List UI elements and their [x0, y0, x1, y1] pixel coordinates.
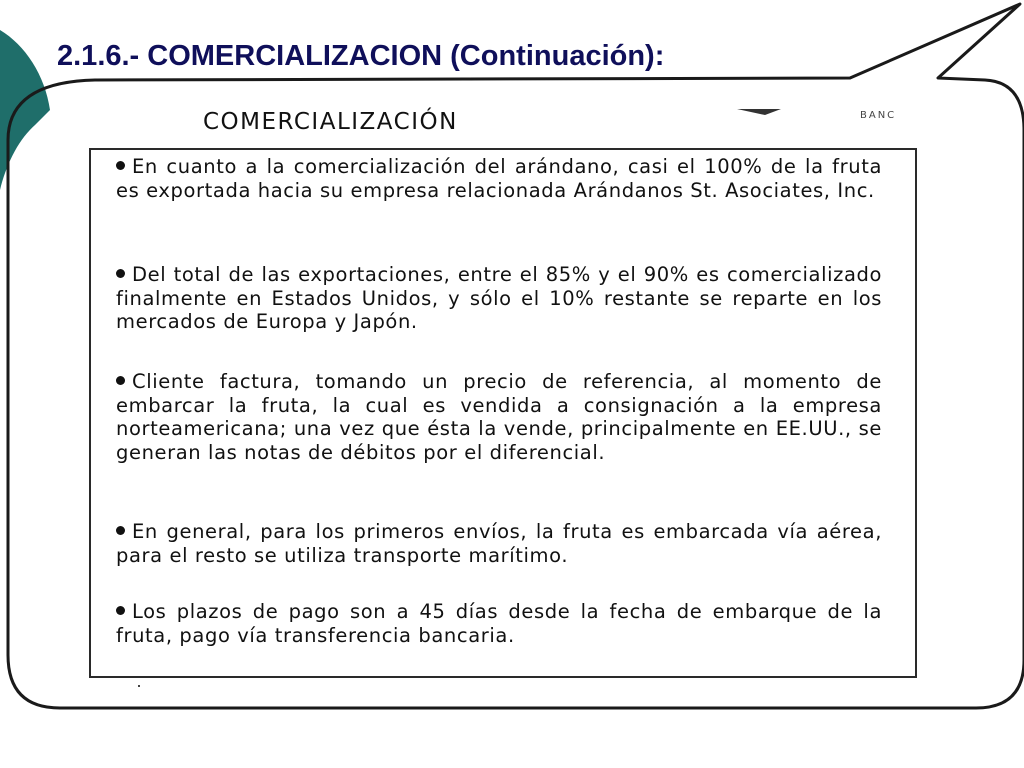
scanned-page-header: COMERCIALIZACIÓN [203, 109, 458, 135]
scan-artifact-dot [138, 685, 140, 687]
bullet-icon [116, 161, 125, 170]
bullet-text: Los plazos de pago son a 45 días desde la fecha de embarque de la fruta, pago vía transferencia bancaria. [116, 600, 882, 647]
slide-title: 2.1.6.- COMERCIALIZACION (Continuación): [57, 40, 665, 72]
bullet-paragraph [116, 263, 882, 334]
bullet-icon [116, 269, 125, 278]
bullet-text: Cliente factura, tomando un precio de referencia, al momento de embarcar la fruta, la cual es vendida a consignación a la empresa norteamericana; una vez que ésta la vende, principalmente en EE.UU., se generan las notas de débitos por el diferencial. [116, 370, 882, 464]
bullet-text: En general, para los primeros envíos, la fruta es embarcada vía aérea, para el resto se utiliza transporte marítimo. [116, 520, 882, 567]
bullet-text: En cuanto a la comercialización del arándano, casi el 100% de la fruta es exportada hacia su empresa relacionada Arándanos St. Asociates, Inc. [116, 155, 882, 202]
bank-logo-text: BANC [860, 110, 897, 121]
bullet-icon [116, 376, 125, 385]
bullet-paragraph [116, 370, 882, 464]
bullet-paragraph [116, 600, 882, 647]
bullet-icon [116, 606, 125, 615]
bullet-text: Del total de las exportaciones, entre el 85% y el 90% es comercializado finalmente en Estados Unidos, y sólo el 10% restante se reparte en los mercados de Europa y Japón. [116, 263, 882, 333]
bullet-icon [116, 526, 125, 535]
bullet-paragraph [116, 520, 882, 567]
bullet-paragraph [116, 155, 882, 202]
bank-logo-icon [735, 108, 783, 116]
